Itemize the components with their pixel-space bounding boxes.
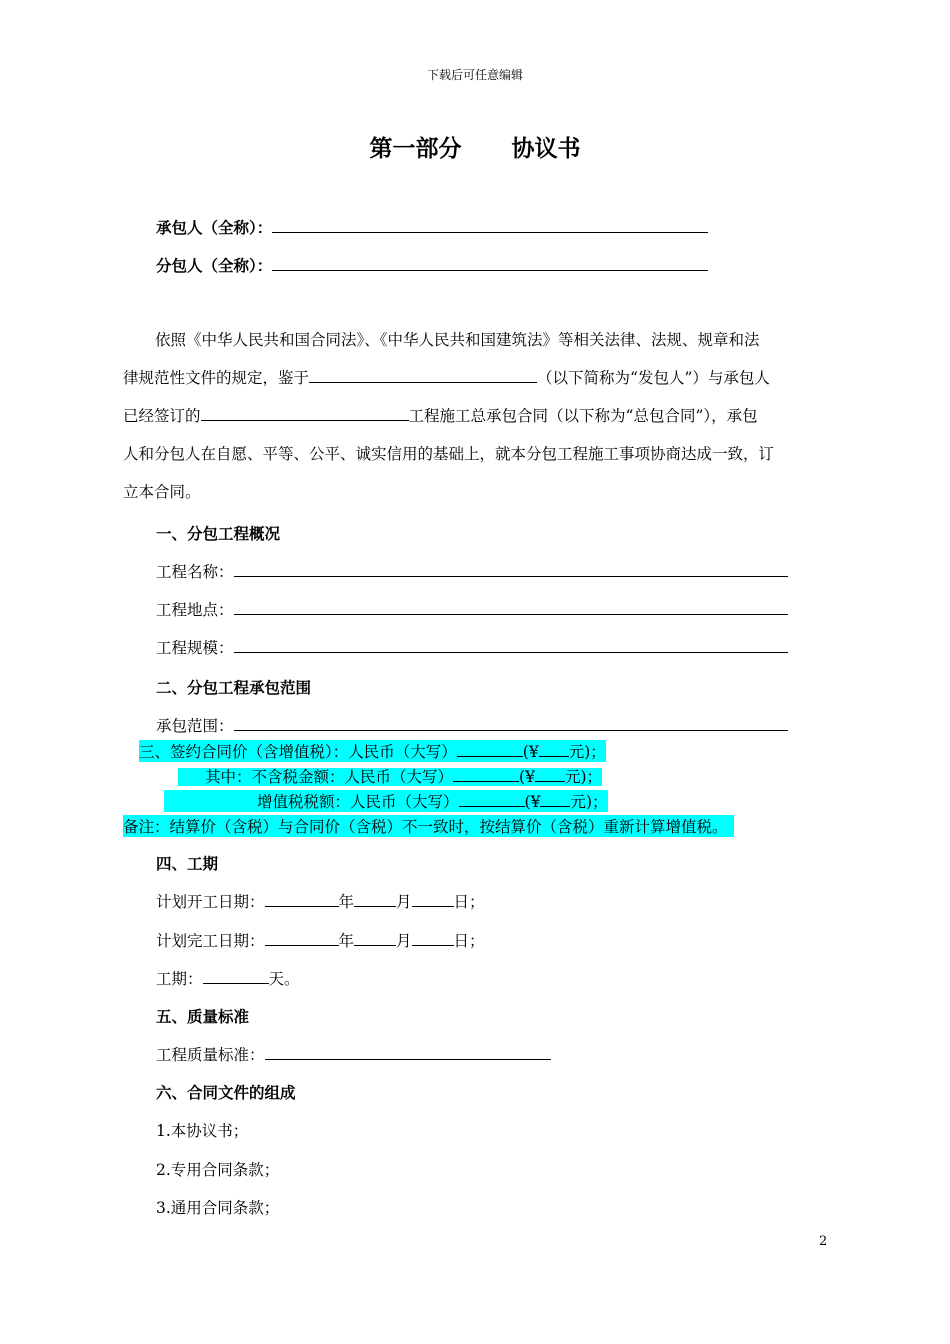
- price-words-blank[interactable]: [457, 741, 523, 757]
- net-words-blank[interactable]: [453, 766, 519, 782]
- intro-line-2: 律规范性文件的规定，鉴于 （以下简称为“发包人”）与承包人: [123, 369, 770, 387]
- subcontractor-line: [156, 254, 708, 276]
- intro-line-5: 立本合同。: [123, 483, 201, 501]
- subcontractor-blank[interactable]: [272, 255, 708, 271]
- project-name-line: 工程名称：: [156, 560, 788, 582]
- project-scale-blank[interactable]: [234, 637, 788, 653]
- section-5-heading: 五、质量标准: [156, 1008, 250, 1026]
- page-number: 2: [819, 1234, 828, 1249]
- finish-year-blank[interactable]: [265, 930, 339, 946]
- settlement-note: 备注：结算价（含税）与合同价（含税）不一致时，按结算价（含税）重新计算增值税。: [123, 815, 734, 837]
- title-part: 第一部分: [369, 136, 462, 162]
- duration-blank[interactable]: [203, 968, 269, 984]
- finish-date-line: 计划完工日期： 年 月 日；: [156, 932, 485, 950]
- start-month-blank[interactable]: [354, 891, 396, 907]
- project-location-line: 工程地点：: [156, 598, 788, 620]
- duration-line: 工期： 天。: [156, 970, 300, 988]
- document-item-1: 1.本协议书；: [156, 1122, 249, 1140]
- vat-amount-line: 增值税税额：人民币（大写） (¥ 元)；: [164, 790, 608, 812]
- document-item-3: 3.通用合同条款；: [156, 1199, 280, 1217]
- page-header: 下载后可任意编辑: [426, 68, 523, 82]
- contract-price-line: 三、签约合同价（含增值税）：人民币（大写） (¥ 元)；: [139, 740, 606, 762]
- vat-number-blank[interactable]: [540, 791, 570, 807]
- start-date-line: 计划开工日期： 年 月 日；: [156, 893, 485, 911]
- intro-line-3: 已经签订的 工程施工总承包合同（以下称为“总包合同”），承包: [123, 407, 758, 425]
- start-year-blank[interactable]: [265, 891, 339, 907]
- quality-standard-line: 工程质量标准：: [156, 1043, 551, 1065]
- contractor-label: 承包人（全称）：: [156, 219, 273, 237]
- section-4-heading: 四、工期: [156, 855, 219, 873]
- intro-line-4: 人和分包人在自愿、平等、公平、诚实信用的基础上，就本分包工程施工事项协商达成一致，订: [123, 445, 775, 463]
- contractor-line: [156, 216, 708, 238]
- net-amount-line: 其中：不含税金额：人民币（大写） (¥ 元)；: [178, 765, 602, 787]
- scope-blank[interactable]: [234, 715, 788, 731]
- finish-month-blank[interactable]: [354, 930, 396, 946]
- section-2-heading: 二、分包工程承包范围: [156, 679, 312, 697]
- document-item-2: 2.专用合同条款；: [156, 1161, 280, 1179]
- page-title: [0, 130, 950, 163]
- price-number-blank[interactable]: [539, 741, 569, 757]
- start-day-blank[interactable]: [412, 891, 454, 907]
- quality-standard-blank[interactable]: [265, 1044, 551, 1060]
- intro-line-1: 依照《中华人民共和国合同法》、《中华人民共和国建筑法》等相关法律、法规、规章和法: [155, 331, 760, 349]
- scope-line: 承包范围：: [156, 714, 788, 736]
- contractor-blank[interactable]: [272, 217, 708, 233]
- project-scale-line: 工程规模：: [156, 636, 788, 658]
- project-name-blank[interactable]: [234, 561, 788, 577]
- subcontractor-label: 分包人（全称）：: [156, 257, 273, 275]
- finish-day-blank[interactable]: [412, 930, 454, 946]
- section-6-heading: 六、合同文件的组成: [156, 1084, 296, 1102]
- title-name: 协议书: [511, 136, 581, 162]
- section-1-heading: 一、分包工程概况: [156, 525, 281, 543]
- intro-paragraph: [123, 321, 828, 511]
- project-location-blank[interactable]: [234, 599, 788, 615]
- vat-words-blank[interactable]: [459, 791, 525, 807]
- net-number-blank[interactable]: [535, 766, 565, 782]
- employer-blank[interactable]: [309, 367, 537, 383]
- project-blank[interactable]: [201, 405, 409, 421]
